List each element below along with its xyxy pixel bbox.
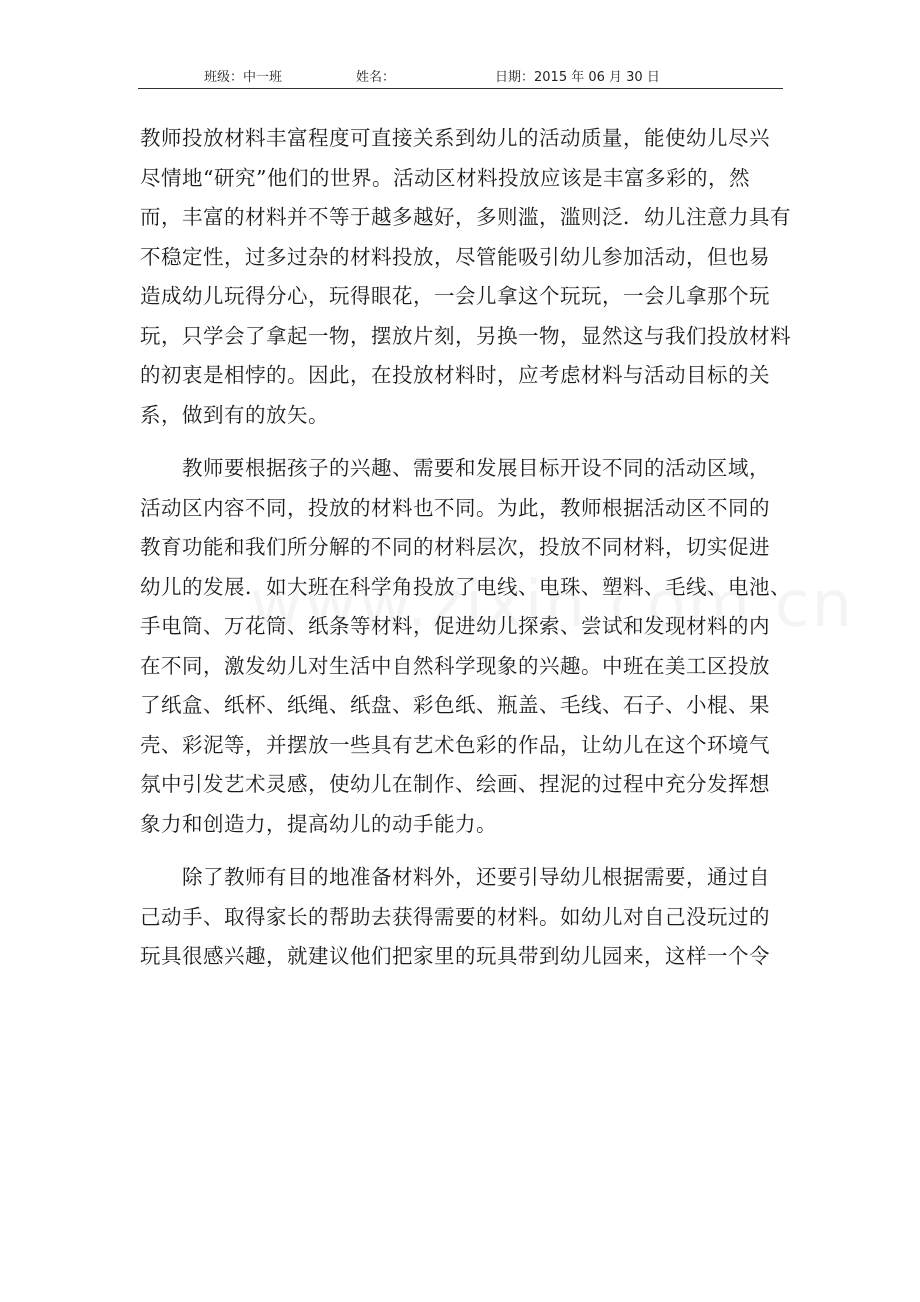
text-line: 尽情地“研究”他们的世界。活动区材料投放应该是丰富多彩的，然 [140,165,750,190]
text-line: 造成幼儿玩得分心，玩得眼花，一会儿拿这个玩玩，一会儿拿那个玩 [140,284,770,308]
text-line: 而，丰富的材料并不等于越多越好，多则滥，滥则泛．幼儿注意力具有 [140,205,791,229]
text-line: 壳、彩泥等，并摆放一些具有艺术色彩的作品，让幼儿在这个环境气 [140,732,770,757]
header-divider [138,88,783,89]
text-line: 氛中引发艺术灵感，使幼儿在制作、绘画、捏泥的过程中充分发挥想 [140,772,770,796]
name-label: 姓名： [356,70,396,85]
text-line: 玩具很感兴趣，就建议他们把家里的玩具带到幼儿园来，这样一个令 [140,944,770,968]
class-label: 班级：中一班 [204,70,283,85]
text-line: 在不同，激发幼儿对生活中自然科学现象的兴趣。中班在美工区投放 [140,653,770,678]
text-line: 象力和创造力，提高幼儿的动手能力。 [140,811,497,836]
paragraph-3 [140,858,790,977]
text-line: 玩，只学会了拿起一物，摆放片刻，另换一物，显然这与我们投放材料 [140,323,791,348]
date-label: 日期：2015 年 06 月 30 日 [495,70,660,85]
text-line: 教育功能和我们所分解的不同的材料层次，投放不同材料，切实促进 [140,535,770,559]
text-line: 手电筒、万花筒、纸条等材料，促进幼儿探索、尝试和发现材料的内 [140,614,770,638]
text-line: 的初衷是相悖的。因此，在投放材料时，应考虑材料与活动目标的关 [140,363,770,387]
text-line: 幼儿的发展．如大班在科学角投放了电线、电珠、塑料、毛线、电池、 [140,574,791,599]
document-body [140,119,790,991]
text-line: 不稳定性，过多过杂的材料投放，尽管能吸引幼儿参加活动，但也易 [140,244,770,269]
paragraph-2 [140,449,790,844]
page-header [138,64,783,86]
text-line: 了纸盒、纸杯、纸绳、纸盘、彩色纸、瓶盖、毛线、石子、小棍、果 [140,693,770,717]
text-line: 活动区内容不同，投放的材料也不同。为此，教师根据活动区不同的 [140,495,770,520]
text-line: 系，做到有的放矢。 [140,402,329,427]
paragraph-1 [140,119,790,435]
text-line: 教师投放材料丰富程度可直接关系到幼儿的活动质量，能使幼儿尽兴 [140,126,770,150]
text-line: 教师要根据孩子的兴趣、需要和发展目标开设不同的活动区域， [182,456,770,480]
text-line: 己动手、取得家长的帮助去获得需要的材料。如幼儿对自己没玩过的 [140,904,770,929]
text-line: 除了教师有目的地准备材料外，还要引导幼儿根据需要，通过自 [182,865,770,889]
